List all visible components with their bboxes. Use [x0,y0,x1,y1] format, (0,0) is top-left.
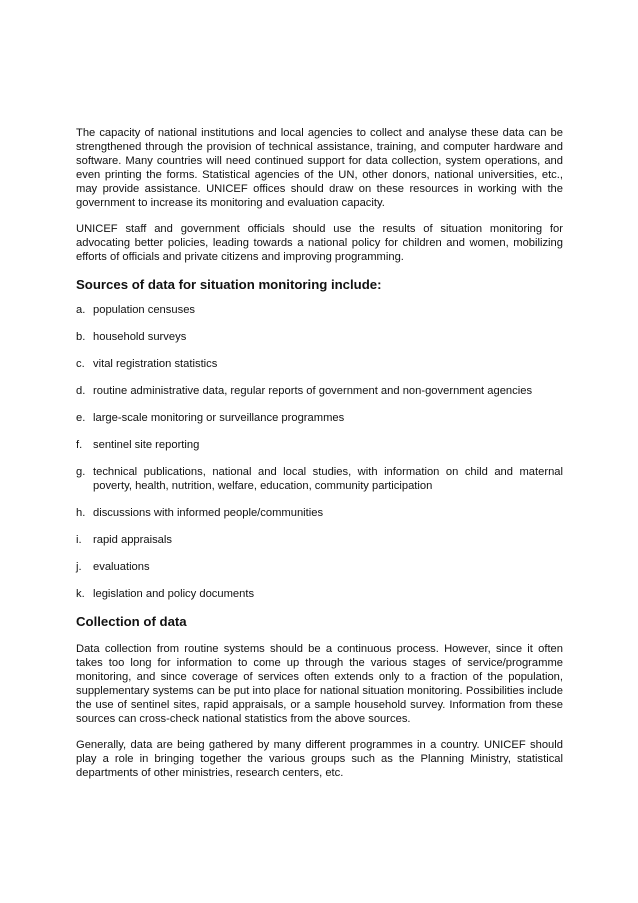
list-item-text: rapid appraisals [93,534,172,546]
collection-heading: Collection of data [76,614,187,629]
list-item [76,303,563,317]
list-item [76,384,563,398]
list-item [76,330,563,344]
list-marker: f. [76,439,83,451]
list-item-text: population censuses [93,304,196,316]
intro-paragraph-2: UNICEF staff and government officials should use the results of situation monitoring for advocating better policies, leading towards a national policy for children and women, mobilizing efforts of officials and private citizens and improving programming. [76,223,563,263]
list-marker: e. [76,412,86,424]
list-item [76,411,563,425]
list-item-text: routine administrative data, regular reports of government and non-government agencies [93,385,533,397]
list-item [76,587,563,601]
list-item [76,560,563,574]
list-marker: g. [76,466,86,478]
list-marker: b. [76,331,86,343]
list-item [76,438,563,452]
intro-paragraph-1: The capacity of national institutions and local agencies to collect and analyse these data can be strengthened through the provision of technical assistance, training, and computer hardware and software. Many countries will need continued support for data collection, system operations, and even printing the forms. Statistical agencies of the UN, other donors, national universities, etc., may provide assistance. UNICEF offices should draw on these resources in working with the government to increase its monitoring and evaluation capacity. [76,127,563,209]
list-item-text: sentinel site reporting [93,439,200,451]
sources-list [76,303,563,601]
collection-paragraph-1: Data collection from routine systems should be a continuous process. However, since it often takes too long for information to come up through the various stages of service/programme monitoring, and since coverage of services often extends only to a fraction of the population, supplementary systems can be put into place for national situation monitoring. Possibilities include the use of sentinel sites, rapid appraisals, or a sample household survey. Information from these sources can cross-check national statistics from the above sources. [76,643,563,725]
list-item [76,533,563,547]
list-marker: j. [76,561,82,573]
list-marker: d. [76,385,86,397]
list-item-text: large-scale monitoring or surveillance programmes [93,412,345,424]
list-item [76,506,563,520]
list-marker: c. [76,358,85,370]
list-item [76,465,563,493]
list-marker: a. [76,304,86,316]
list-marker: k. [76,588,85,600]
list-item-text: vital registration statistics [93,358,218,370]
list-item-text: evaluations [93,561,150,573]
list-item-text: household surveys [93,331,187,343]
list-item-text: discussions with informed people/communities [93,507,324,519]
list-marker: h. [76,507,86,519]
document-page [76,126,563,780]
collection-paragraph-2: Generally, data are being gathered by many different programmes in a country. UNICEF should play a role in bringing together the various groups such as the Planning Ministry, statistical departments of other ministries, research centers, etc. [76,739,563,779]
list-item [76,357,563,371]
list-marker: i. [76,534,82,546]
list-item-text: technical publications, national and local studies, with information on child and maternal poverty, health, nutrition, welfare, education, community participation [93,466,563,492]
list-item-text: legislation and policy documents [93,588,255,600]
sources-heading: Sources of data for situation monitoring include: [76,277,382,292]
